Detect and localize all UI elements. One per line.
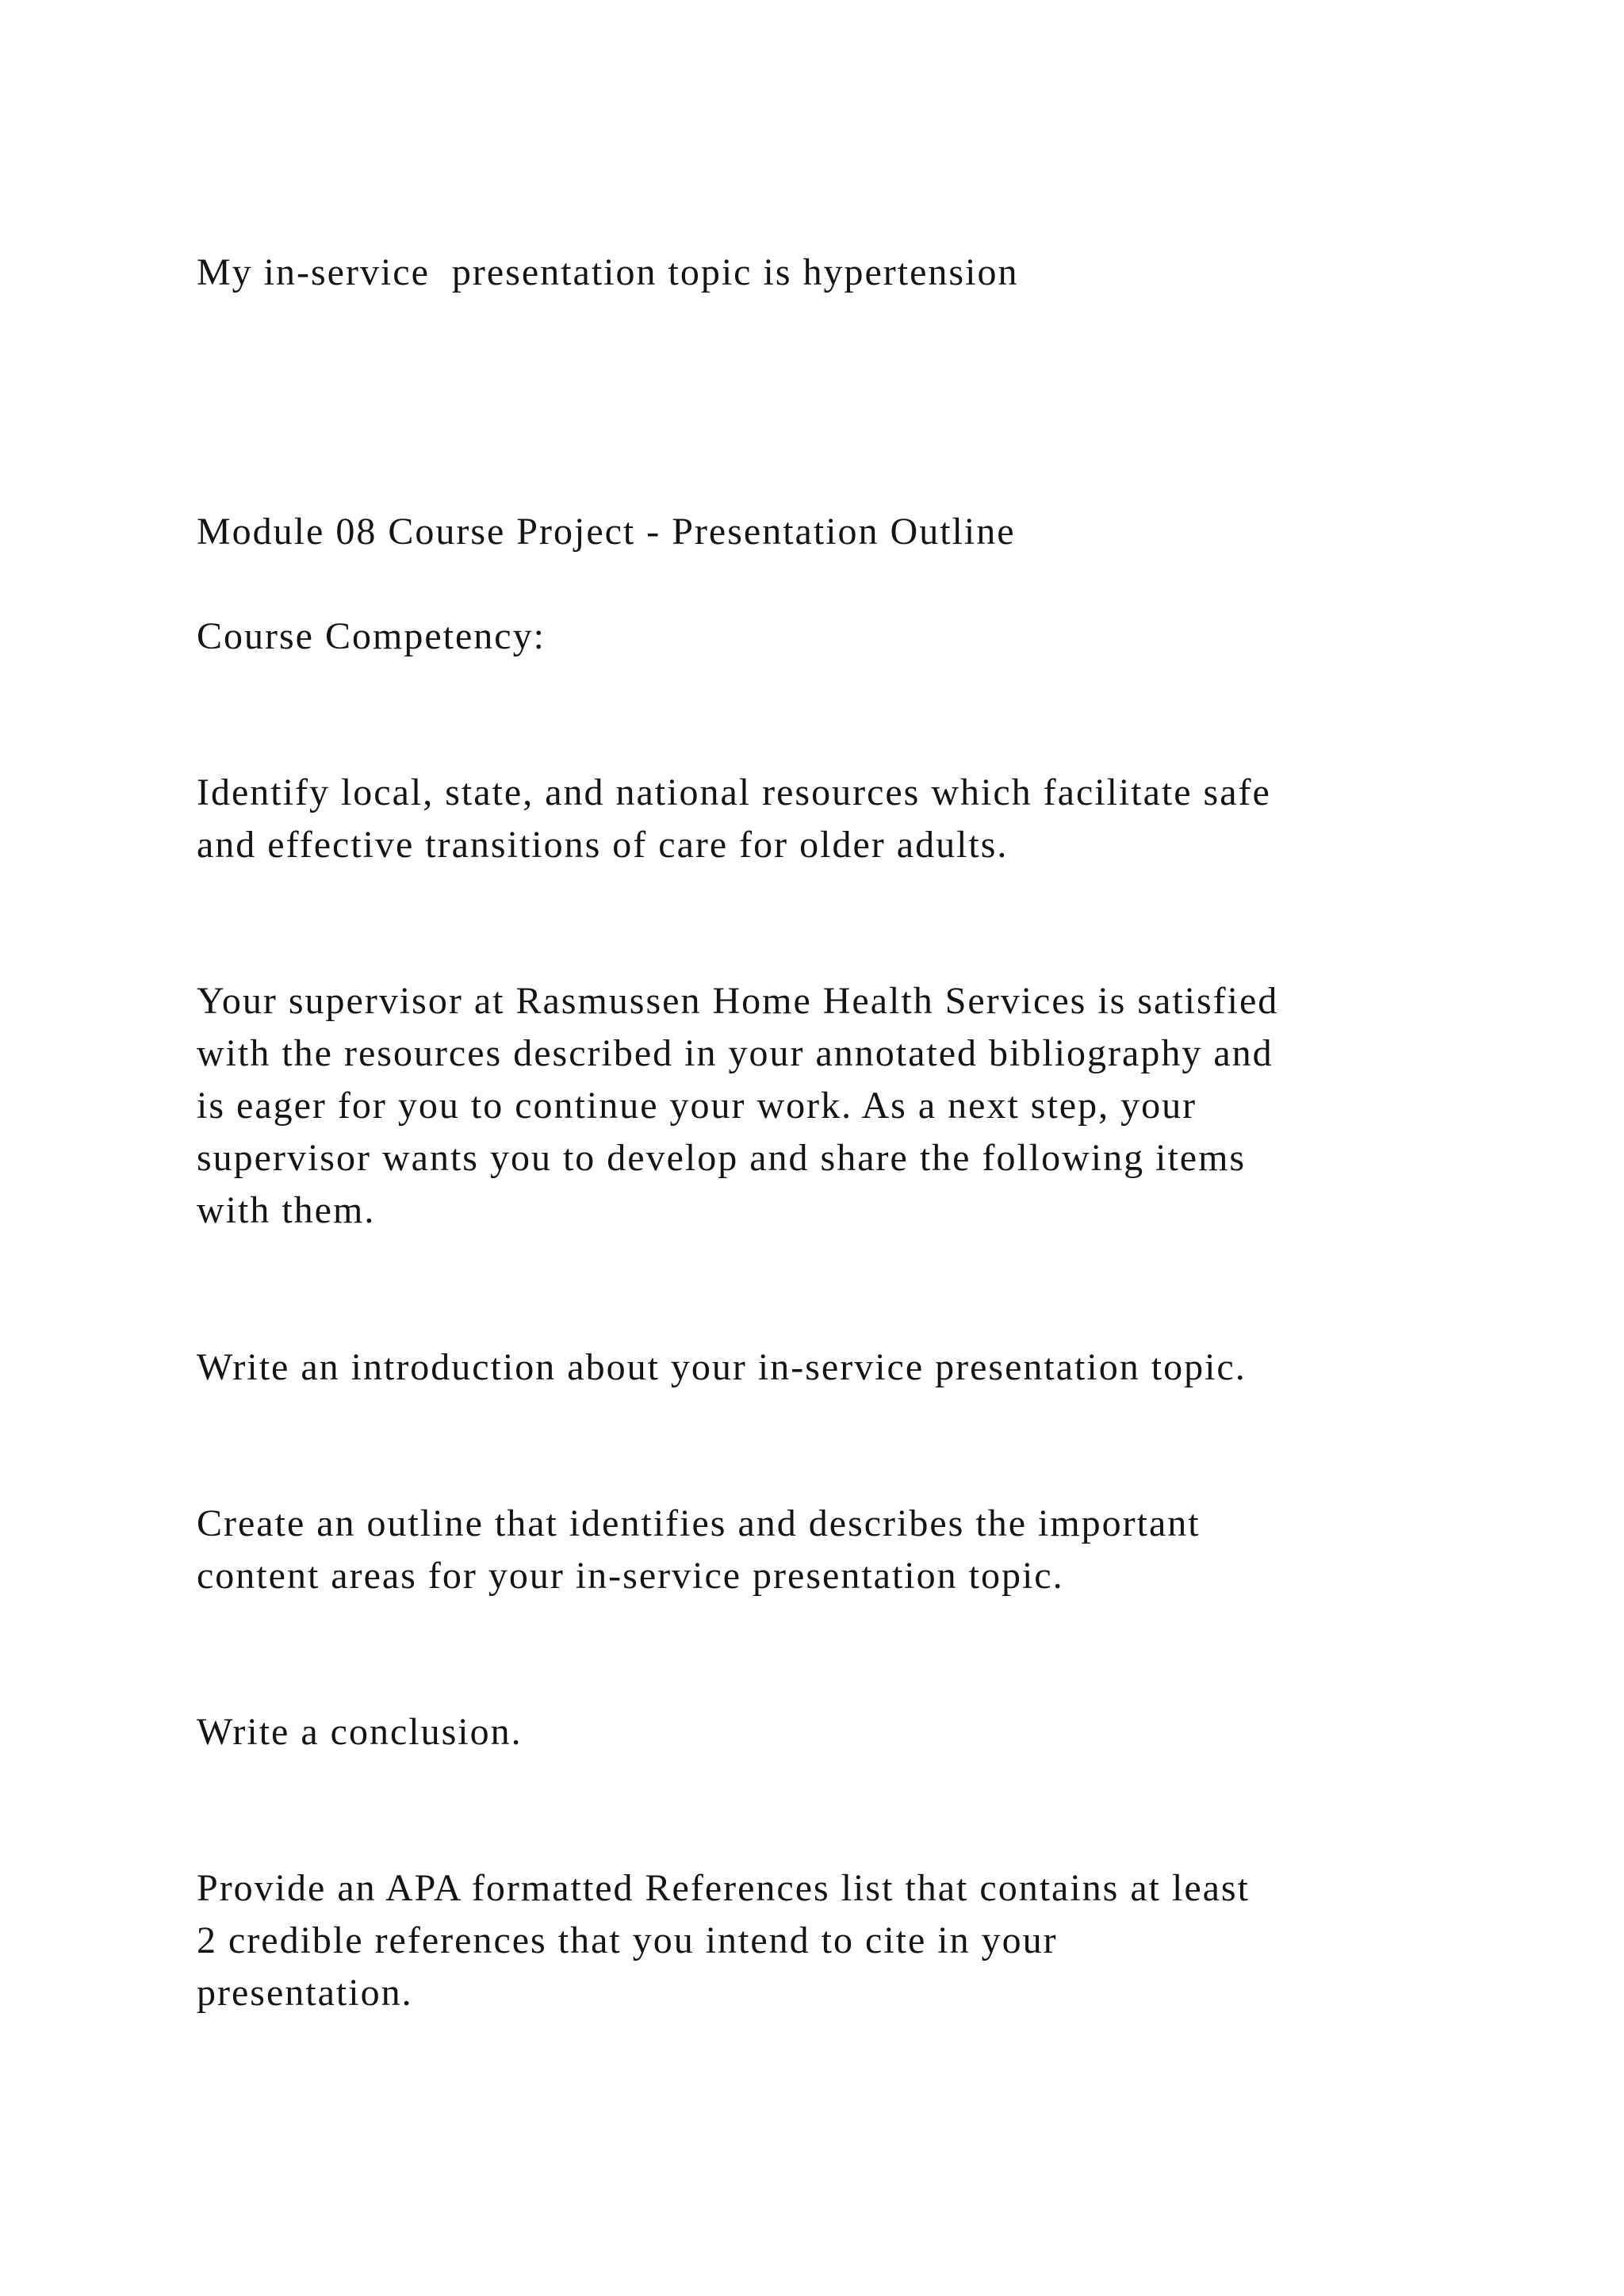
competency-heading: Course Competency: <box>197 615 546 657</box>
item-outline: Create an outline that identifies and describes the important content areas for your in-service presentation topic. <box>197 1502 1201 1597</box>
item-references: Provide an APA formatted References list that contains at least 2 credible references that you intend to cite in your presentation. <box>197 1867 1250 2014</box>
module-title: Module 08 Course Project - Presentation Outline <box>197 511 1016 553</box>
item-introduction: Write an introduction about your in-service presentation topic. <box>197 1346 1247 1388</box>
topic-line: My in-service presentation topic is hypertension <box>197 251 1019 293</box>
scenario-paragraph: Your supervisor at Rasmussen Home Health Services is satisfied with the resources described in your annotated bibliography and is eager for you to continue your work. As a next step, your supervisor wants you to develop and share the following items with them. <box>197 980 1279 1231</box>
competency-text: Identify local, state, and national resources which facilitate safe and effective transitions of care for older adults. <box>197 771 1271 866</box>
item-conclusion: Write a conclusion. <box>197 1711 523 1753</box>
